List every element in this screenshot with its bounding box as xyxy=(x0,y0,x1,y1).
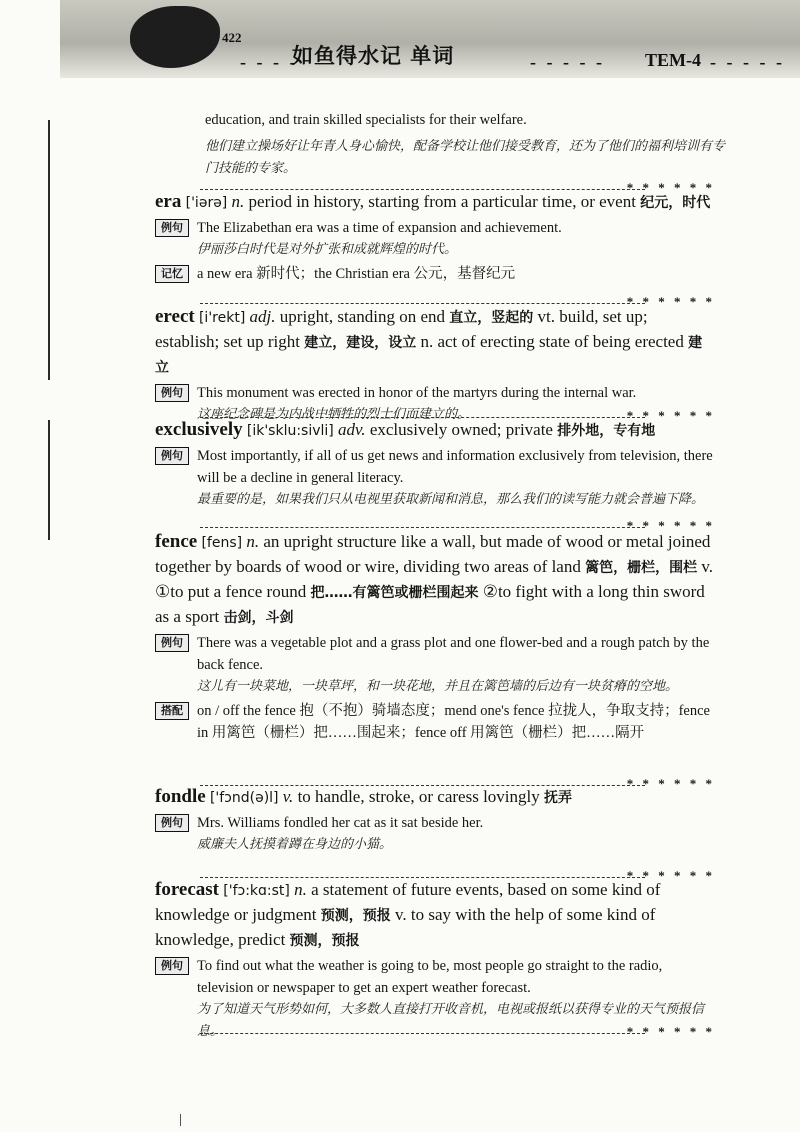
example-english: To find out what the weather is going to be, most people go straight to the radio, television or newspaper to get an expert weather forecast. xyxy=(197,958,663,996)
definition-part: 击剑，斗剑 xyxy=(223,610,294,626)
definition-part: a statement of future events, based on some kind of knowledge or judgment xyxy=(155,880,661,924)
headword: exclusively xyxy=(155,419,243,440)
dictionary-entry xyxy=(155,785,715,856)
definition-part: 纪元，时代 xyxy=(640,195,711,211)
example-text xyxy=(197,955,715,1043)
definition-part: to handle, stroke, or caress lovingly xyxy=(293,787,545,806)
separator-stars: * * * * * * xyxy=(626,868,715,883)
pronunciation: [i'rekt] xyxy=(198,310,246,326)
example-text xyxy=(197,445,715,511)
label-badge: 例句 xyxy=(155,957,189,975)
definition-part: 篱笆，栅栏，围栏 xyxy=(585,560,698,576)
entry-headline xyxy=(155,418,715,443)
example-english: on / off the fence 抱（不抱）骑墙态度；mend one's fence 拉拢人，争取支持；fence in 用篱笆（栅栏）把……围起来；fence off 用篱笆（栅栏）把……隔开 xyxy=(197,703,710,741)
part-of-speech: v. xyxy=(282,787,294,806)
headword: era xyxy=(155,191,182,212)
example-chinese: 伊丽莎白时代是对外扩张和成就辉煌的时代。 xyxy=(197,242,458,257)
ink-splash-decoration xyxy=(130,6,220,68)
definition-part: period in history, starting from a particular time, or event xyxy=(244,192,641,211)
definition-part: v. to say with the help of some kind of knowledge, predict xyxy=(155,905,656,949)
example-row xyxy=(155,217,715,261)
pronunciation: [fens] xyxy=(201,535,243,551)
example-english: Most importantly, if all of us get news and information exclusively from television, there will be a decline in general literacy. xyxy=(197,448,713,486)
pronunciation: ['fɔnd(ə)l] xyxy=(209,790,279,806)
definition-part: 把……有篱笆或栅栏围起来 xyxy=(310,585,479,601)
entry-headline xyxy=(155,785,715,810)
page-header xyxy=(60,0,800,78)
part-of-speech: n. xyxy=(294,880,307,899)
definition-part: exclusively owned; private xyxy=(365,420,558,439)
dashed-rule xyxy=(200,527,645,528)
headword: fence xyxy=(155,531,198,552)
example-english: Mrs. Williams fondled her cat as it sat beside her. xyxy=(197,815,484,831)
definition-part: ②to fight with a long thin sword as a sport xyxy=(155,582,705,626)
separator-stars: * * * * * * xyxy=(626,294,715,309)
entry-headline xyxy=(155,190,715,215)
definition-part: 抚弄 xyxy=(544,790,573,806)
definition-part: n. act of erecting state of being erected xyxy=(416,332,689,351)
example-text xyxy=(197,217,715,261)
dictionary-entry xyxy=(155,530,715,744)
example-chinese: 威廉夫人抚摸着蹲在身边的小猫。 xyxy=(197,837,393,852)
header-dashes-right: - - - - - xyxy=(710,52,785,72)
dictionary-entry xyxy=(155,305,715,426)
headword: fondle xyxy=(155,786,206,807)
entry-headline xyxy=(155,530,715,630)
header-dashes-left: - - - - xyxy=(240,52,299,72)
section-label: TEM-4 xyxy=(645,50,701,70)
separator-stars: * * * * * * xyxy=(626,1024,715,1039)
example-row xyxy=(155,263,715,285)
example-chinese: 最重要的是，如果我们只从电视里获取新闻和消息，那么我们的读写能力就会普遍下降。 xyxy=(197,492,705,507)
pronunciation: [ik'sklu:sivli] xyxy=(246,423,334,439)
definition-part: 建立，建设，设立 xyxy=(304,335,417,351)
separator-stars: * * * * * * xyxy=(626,776,715,791)
label-badge: 搭配 xyxy=(155,702,189,720)
headword: erect xyxy=(155,306,195,327)
part-of-speech: n. xyxy=(246,532,260,551)
label-badge: 例句 xyxy=(155,447,189,465)
header-dashes-mid: - - - - - xyxy=(530,52,605,72)
separator-stars: * * * * * * xyxy=(626,180,715,195)
dashed-rule xyxy=(200,303,645,304)
page-number: 422 xyxy=(222,30,242,45)
pronunciation: ['fɔ:kɑ:st] xyxy=(223,883,290,899)
definition-part: upright, standing on end xyxy=(275,307,450,326)
continuation-chinese: 他们建立操场好让年青人身心愉快，配备学校让他们接受教育，还为了他们的福利培训有专门技能的专家。 xyxy=(205,139,726,176)
definition-part: 预测，预报 xyxy=(289,933,360,949)
example-chinese: 这座纪念碑是为内战中牺牲的烈士们而建立的。 xyxy=(197,407,471,422)
separator-stars: * * * * * * xyxy=(626,408,715,423)
entry-headline xyxy=(155,878,715,953)
example-chinese: 为了知道天气形势如何，大多数人直接打开收音机，电视或报纸以获得专业的天气预报信息。 xyxy=(197,1002,705,1039)
continuation-english: education, and train skilled specialists for their welfare. xyxy=(205,112,527,128)
definition-part: vt. build, set up; establish; set up right xyxy=(155,307,648,351)
entry-headline xyxy=(155,305,715,380)
definition-part: an upright structure like a wall, but made of wood or metal joined together by boards of wood or wire, dividing two areas of land xyxy=(155,532,711,576)
example-row xyxy=(155,445,715,511)
example-chinese: 这儿有一块菜地，一块草坪，和一块花地，并且在篱笆墙的后边有一块贫瘠的空地。 xyxy=(197,679,679,694)
part-of-speech: n. xyxy=(231,192,245,211)
example-english: There was a vegetable plot and a grass plot and one flower-bed and a rough patch by the back fence. xyxy=(197,635,710,673)
margin-line xyxy=(48,420,50,540)
example-text xyxy=(197,812,715,856)
book-title: 如鱼得水记 单词 xyxy=(292,44,455,68)
example-row xyxy=(155,955,715,1043)
separator-stars: * * * * * * xyxy=(626,518,715,533)
dictionary-entry xyxy=(155,878,715,1043)
example-english: This monument was erected in honor of the martyrs during the internal war. xyxy=(197,385,637,401)
dictionary-entry xyxy=(155,190,715,285)
pronunciation: ['iərə] xyxy=(185,195,228,211)
definition-part: 排外地，专有地 xyxy=(557,423,656,439)
definition-part: 直立，竖起的 xyxy=(449,310,534,326)
label-badge: 例句 xyxy=(155,219,189,237)
definition-part: 建立 xyxy=(155,335,703,376)
headword: forecast xyxy=(155,879,220,900)
label-badge: 例句 xyxy=(155,814,189,832)
dictionary-entry xyxy=(155,418,715,511)
definition-part: 预测，预报 xyxy=(320,908,391,924)
example-row xyxy=(155,700,715,744)
part-of-speech: adj. xyxy=(249,307,276,326)
example-english: The Elizabethan era was a time of expansion and achievement. xyxy=(197,220,562,236)
example-text xyxy=(197,263,715,285)
example-text xyxy=(197,632,715,698)
example-english: a new era 新时代；the Christian era 公元，基督纪元 xyxy=(197,266,516,282)
label-badge: 记忆 xyxy=(155,265,189,283)
scan-mark xyxy=(180,1114,181,1126)
margin-line xyxy=(48,120,50,380)
label-badge: 例句 xyxy=(155,634,189,652)
example-text xyxy=(197,700,715,744)
example-row xyxy=(155,632,715,698)
part-of-speech: adv. xyxy=(338,420,366,439)
definition-part: v. ①to put a fence round xyxy=(155,557,713,601)
example-row xyxy=(155,812,715,856)
label-badge: 例句 xyxy=(155,384,189,402)
